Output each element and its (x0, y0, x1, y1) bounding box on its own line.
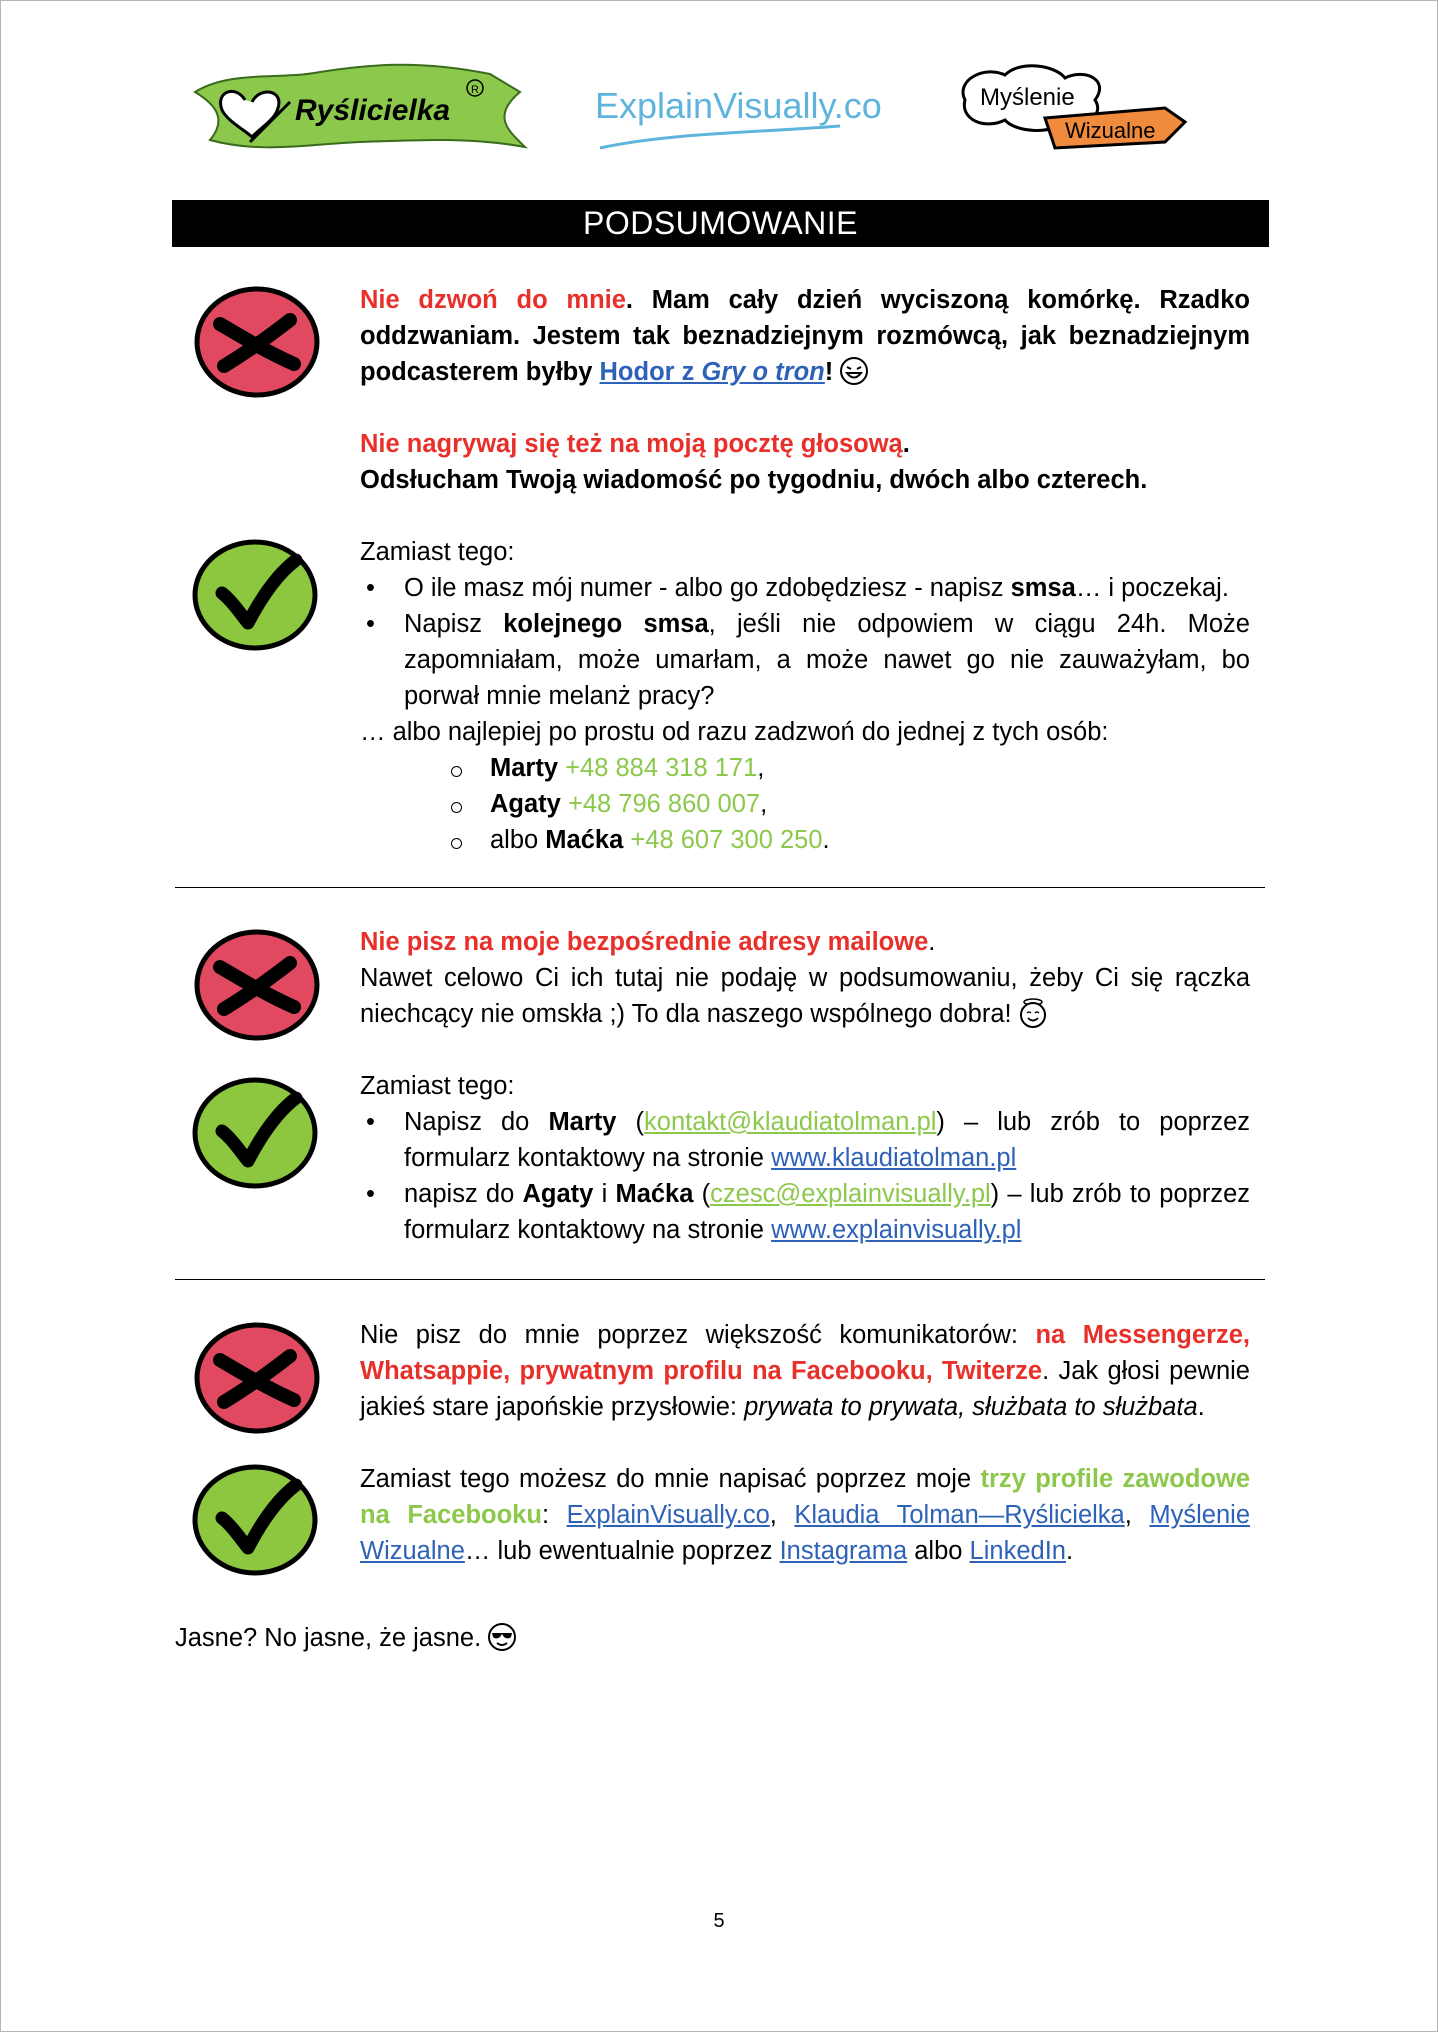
no-messengers-paragraph: Nie pisz do mnie poprzez większość komunikatorów: na Messengerze, Whatsappie, prywatnym profilu na Facebooku, Twiterze. Jak głosi pewnie jakieś stare japońskie przysłowie: prywata to prywata, służbata to służbata. (360, 1321, 1251, 1421)
ryslicielka-logo (190, 62, 530, 162)
ryslicielka-link[interactable]: Klaudia Tolman—Ryślicielka (794, 1501, 1125, 1529)
contact-item: Agaty +48 796 860 007, (360, 786, 1250, 822)
email-link[interactable]: kontakt@klaudiatolman.pl (644, 1108, 937, 1136)
email-link[interactable]: czesc@explainvisually.pl (710, 1180, 991, 1208)
closing-line: Jasne? No jasne, że jasne. (175, 1620, 517, 1656)
instead-label: Zamiast tego: (360, 538, 515, 566)
voicemail-paragraph: Nie nagrywaj się też na moją pocztę głosową. Odsłucham Twoją wiadomość po tygodniu, dwóch albo czterech. (360, 430, 1148, 494)
svg-text:R: R (471, 84, 479, 96)
sunglasses-emoji-icon (487, 1622, 517, 1652)
instagram-link[interactable]: Instagrama (779, 1537, 908, 1565)
phone-number[interactable]: +48 884 318 171 (565, 754, 758, 782)
section-divider (175, 887, 1265, 888)
sms-list (360, 570, 1250, 714)
wizualne-wordmark: Wizualne (1065, 118, 1156, 143)
check-icon (190, 535, 320, 655)
hodor-link[interactable]: Hodor z Gry o tron (599, 358, 825, 386)
contact-item: Marty +48 884 318 171, (360, 750, 1250, 786)
section-email (360, 924, 1250, 1248)
x-icon (192, 282, 322, 402)
profiles-paragraph: Zamiast tego możesz do mnie napisać poprzez moje trzy profile zawodowe na Facebooku: ExplainVisually.co, Klaudia Tolman—Ryślicielka, Myślenie Wizualne… lub ewentualnie poprzez Instagrama albo LinkedIn. (360, 1465, 1251, 1565)
linkedin-link[interactable]: LinkedIn (969, 1537, 1066, 1565)
contact-item: albo Maćka +48 607 300 250. (360, 822, 1250, 858)
myslenie-wizualne-logo (955, 60, 1210, 160)
no-email-heading: Nie pisz na moje bezpośrednie adresy mailowe (360, 928, 929, 956)
no-calls-paragraph: Nie dzwoń do mnie. Mam cały dzień wyciszoną komórkę. Rzadko oddzwaniam. Jestem tak beznadziejnym rozmówcą, jak beznadziejnym podcasterem byłby Hodor z Gry o tron! (360, 286, 1251, 386)
no-calls-heading: Nie dzwoń do mnie (360, 286, 626, 314)
angel-emoji-icon (1018, 998, 1048, 1028)
section-divider (175, 1279, 1265, 1280)
myslenie-wizualne-link[interactable]: Myślenie Wizualne (360, 1501, 1251, 1565)
email-options-list (360, 1104, 1250, 1248)
phone-number[interactable]: +48 796 860 007 (567, 790, 761, 818)
myslenie-wordmark: Myślenie (980, 84, 1075, 111)
x-icon (192, 925, 322, 1045)
laughing-emoji-icon (839, 356, 869, 386)
check-icon (190, 1460, 320, 1580)
explainvisually-link[interactable]: ExplainVisually.co (566, 1501, 770, 1529)
page-title: PODSUMOWANIE (172, 200, 1269, 247)
ryslicielka-wordmark: Ryślicielka (295, 94, 451, 127)
list-item: • Napisz do Marty (kontakt@klaudiatolman.pl) – lub zrób to poprzez formularz kontaktowy na stronie www.klaudiatolman.pl (360, 1104, 1250, 1176)
explainvisually-wordmark: ExplainVisually.co (595, 85, 882, 126)
check-icon (190, 1073, 320, 1193)
page-number: 5 (713, 1910, 725, 1932)
section-phone (360, 282, 1250, 858)
contact-list (360, 750, 1250, 858)
explainvisually-logo (590, 78, 882, 158)
phone-number[interactable]: +48 607 300 250 (630, 826, 823, 854)
list-item: • O ile masz mój numer - albo go zdobędziesz - napisz smsa… i poczekaj. (360, 570, 1250, 606)
no-messengers-highlight: na Messengerze, Whatsappie, prywatnym profilu na Facebooku, Twiterze (360, 1321, 1251, 1385)
list-item: • napisz do Agaty i Maćka (czesc@explainvisually.pl) – lub zrób to poprzez formularz kontaktowy na stronie www.explainvisually.pl (360, 1176, 1250, 1248)
website-link[interactable]: www.klaudiatolman.pl (771, 1144, 1017, 1172)
x-icon (192, 1318, 322, 1438)
list-item: • Napisz kolejnego smsa, jeśli nie odpowiem w ciągu 24h. Może zapomniałam, może umarłam, a może nawet go nie zauważyłam, bo porwał mnie melanż pracy? (360, 606, 1250, 714)
call-others-line: … albo najlepiej po prostu od razu zadzwoń do jednej z tych osób: (360, 718, 1109, 746)
section-messengers (360, 1317, 1250, 1569)
instead-label: Zamiast tego: (360, 1072, 515, 1100)
website-link[interactable]: www.explainvisually.pl (771, 1216, 1022, 1244)
no-email-paragraph: Nie pisz na moje bezpośrednie adresy mailowe. Nawet celowo Ci ich tutaj nie podaję w podsumowaniu, żeby Ci się rączka niechcący nie omskła ;) To dla naszego wspólnego dobra! (360, 928, 1250, 1028)
